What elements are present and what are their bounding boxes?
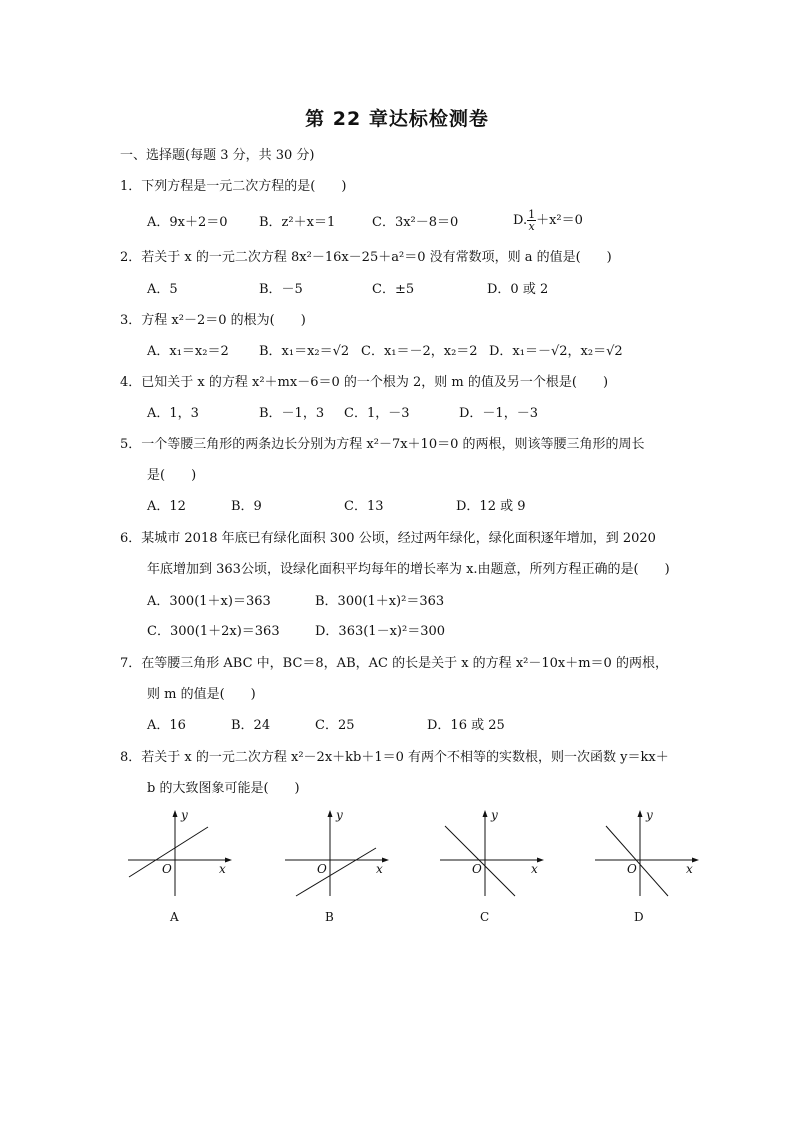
graph-b: [282, 808, 392, 898]
question-1-option-c: C．3x²－8＝0: [372, 215, 459, 230]
option-d-suffix: ＋x²＝0: [536, 213, 583, 228]
question-1-option-d: [513, 206, 583, 236]
question-7-option-b: B．24: [231, 718, 271, 733]
question-3-stem: 3．方程 x²－2＝0 的根为( ): [120, 313, 306, 328]
question-6-stem: 6．某城市 2018 年底已有绿化面积 300 公顷，经过两年绿化，绿化面积逐年增加，到 2020: [120, 531, 656, 546]
question-3-option-c: C．x₁＝－2，x₂＝2: [361, 344, 478, 359]
x-axis-arrow: [382, 858, 389, 863]
question-7-stem-continued: 则 m 的值是( ): [147, 687, 256, 702]
y-axis-arrow: [638, 810, 643, 817]
y-axis-arrow: [483, 810, 488, 817]
question-7-option-d: D．16 或 25: [427, 718, 505, 733]
origin-label: O: [317, 862, 327, 876]
question-6-option-d: D．363(1－x)²＝300: [315, 624, 446, 639]
x-axis-label: x: [686, 862, 693, 876]
question-1-stem: 1．下列方程是一元二次方程的是( ): [120, 179, 347, 194]
graph-d-label: D: [634, 910, 644, 924]
question-4-option-b: B．－1，3: [259, 406, 325, 421]
x-axis-arrow: [225, 858, 232, 863]
question-5-option-a: A．12: [147, 499, 186, 514]
x-axis-label: x: [531, 862, 538, 876]
fraction-denominator: x: [528, 220, 535, 233]
question-6-stem-continued: 年底增加到 363公顷，设绿化面积平均每年的增长率为 x.由题意，所列方程正确的是( ): [147, 562, 670, 577]
question-8-stem: 8．若关于 x 的一元二次方程 x²－2x＋kb＋1＝0 有两个不相等的实数根，则一次函数 y＝kx＋: [120, 750, 669, 765]
question-3-option-a: A．x₁＝x₂＝2: [147, 344, 229, 359]
question-2-option-d: D．0 或 2: [487, 282, 549, 297]
y-axis-label: y: [181, 808, 188, 822]
question-4-option-d: D．－1，－3: [459, 406, 538, 421]
x-axis-label: x: [376, 862, 383, 876]
graph-a-plot: [125, 808, 235, 898]
question-6-option-c: C．300(1＋2x)＝363: [147, 624, 280, 639]
question-7-option-c: C．25: [315, 718, 355, 733]
question-3-option-b: B．x₁＝x₂＝√2: [259, 344, 350, 359]
fraction-numerator: 1: [528, 208, 536, 221]
graph-d: [592, 808, 702, 898]
graph-a: [125, 808, 235, 898]
question-8-stem-continued: b 的大致图象可能是( ): [147, 781, 300, 796]
question-4-stem: 4．已知关于 x 的方程 x²＋mx－6＝0 的一个根为 2，则 m 的值及另一个根是( ): [120, 375, 609, 390]
question-4-option-c: C．1，－3: [344, 406, 410, 421]
graph-c: [437, 808, 547, 898]
question-3-option-d: D．x₁＝－√2，x₂＝√2: [489, 344, 623, 359]
function-line: [296, 848, 376, 896]
graph-c-label: C: [480, 910, 490, 924]
question-5-option-c: C．13: [344, 499, 384, 514]
question-2-option-a: A．5: [147, 282, 178, 297]
x-axis-label: x: [219, 862, 226, 876]
question-5-stem-continued: 是( ): [147, 468, 197, 483]
question-1-option-b: B．z²＋x＝1: [259, 215, 336, 230]
page-title: 第 22 章达标检测卷: [305, 108, 489, 130]
function-line: [606, 826, 668, 896]
question-2-option-b: B．－5: [259, 282, 303, 297]
fraction: [527, 209, 536, 232]
question-5-stem: 5．一个等腰三角形的两条边长分别为方程 x²－7x＋10＝0 的两根，则该等腰三角形的周长: [120, 437, 645, 452]
y-axis-arrow: [328, 810, 333, 817]
x-axis-arrow: [537, 858, 544, 863]
graph-a-label: A: [170, 910, 179, 924]
graph-b-label: B: [325, 910, 334, 924]
question-7-stem: 7．在等腰三角形 ABC 中，BC＝8，AB，AC 的长是关于 x 的方程 x²－10x＋m＝0 的两根，: [120, 656, 668, 671]
question-6-option-b: B．300(1＋x)²＝363: [315, 594, 445, 609]
x-axis-arrow: [692, 858, 699, 863]
y-axis-label: y: [491, 808, 498, 822]
y-axis-arrow: [173, 810, 178, 817]
origin-label: O: [162, 862, 172, 876]
question-7-option-a: A．16: [147, 718, 186, 733]
question-4-option-a: A．1，3: [147, 406, 199, 421]
section-heading: 一、选择题(每题 3 分，共 30 分): [120, 148, 315, 163]
y-axis-label: y: [336, 808, 343, 822]
origin-label: O: [627, 862, 637, 876]
question-5-option-d: D．12 或 9: [456, 499, 526, 514]
question-1-option-a: A．9x＋2＝0: [147, 215, 228, 230]
option-d-prefix: D.: [513, 213, 528, 228]
origin-label: O: [472, 862, 482, 876]
question-6-option-a: A．300(1＋x)＝363: [147, 594, 271, 609]
question-2-stem: 2．若关于 x 的一元二次方程 8x²－16x－25＋a²＝0 没有常数项，则 a 的值是( ): [120, 250, 612, 265]
y-axis-label: y: [646, 808, 653, 822]
question-5-option-b: B．9: [231, 499, 262, 514]
function-line: [445, 826, 515, 896]
question-2-option-c: C．±5: [372, 282, 415, 297]
